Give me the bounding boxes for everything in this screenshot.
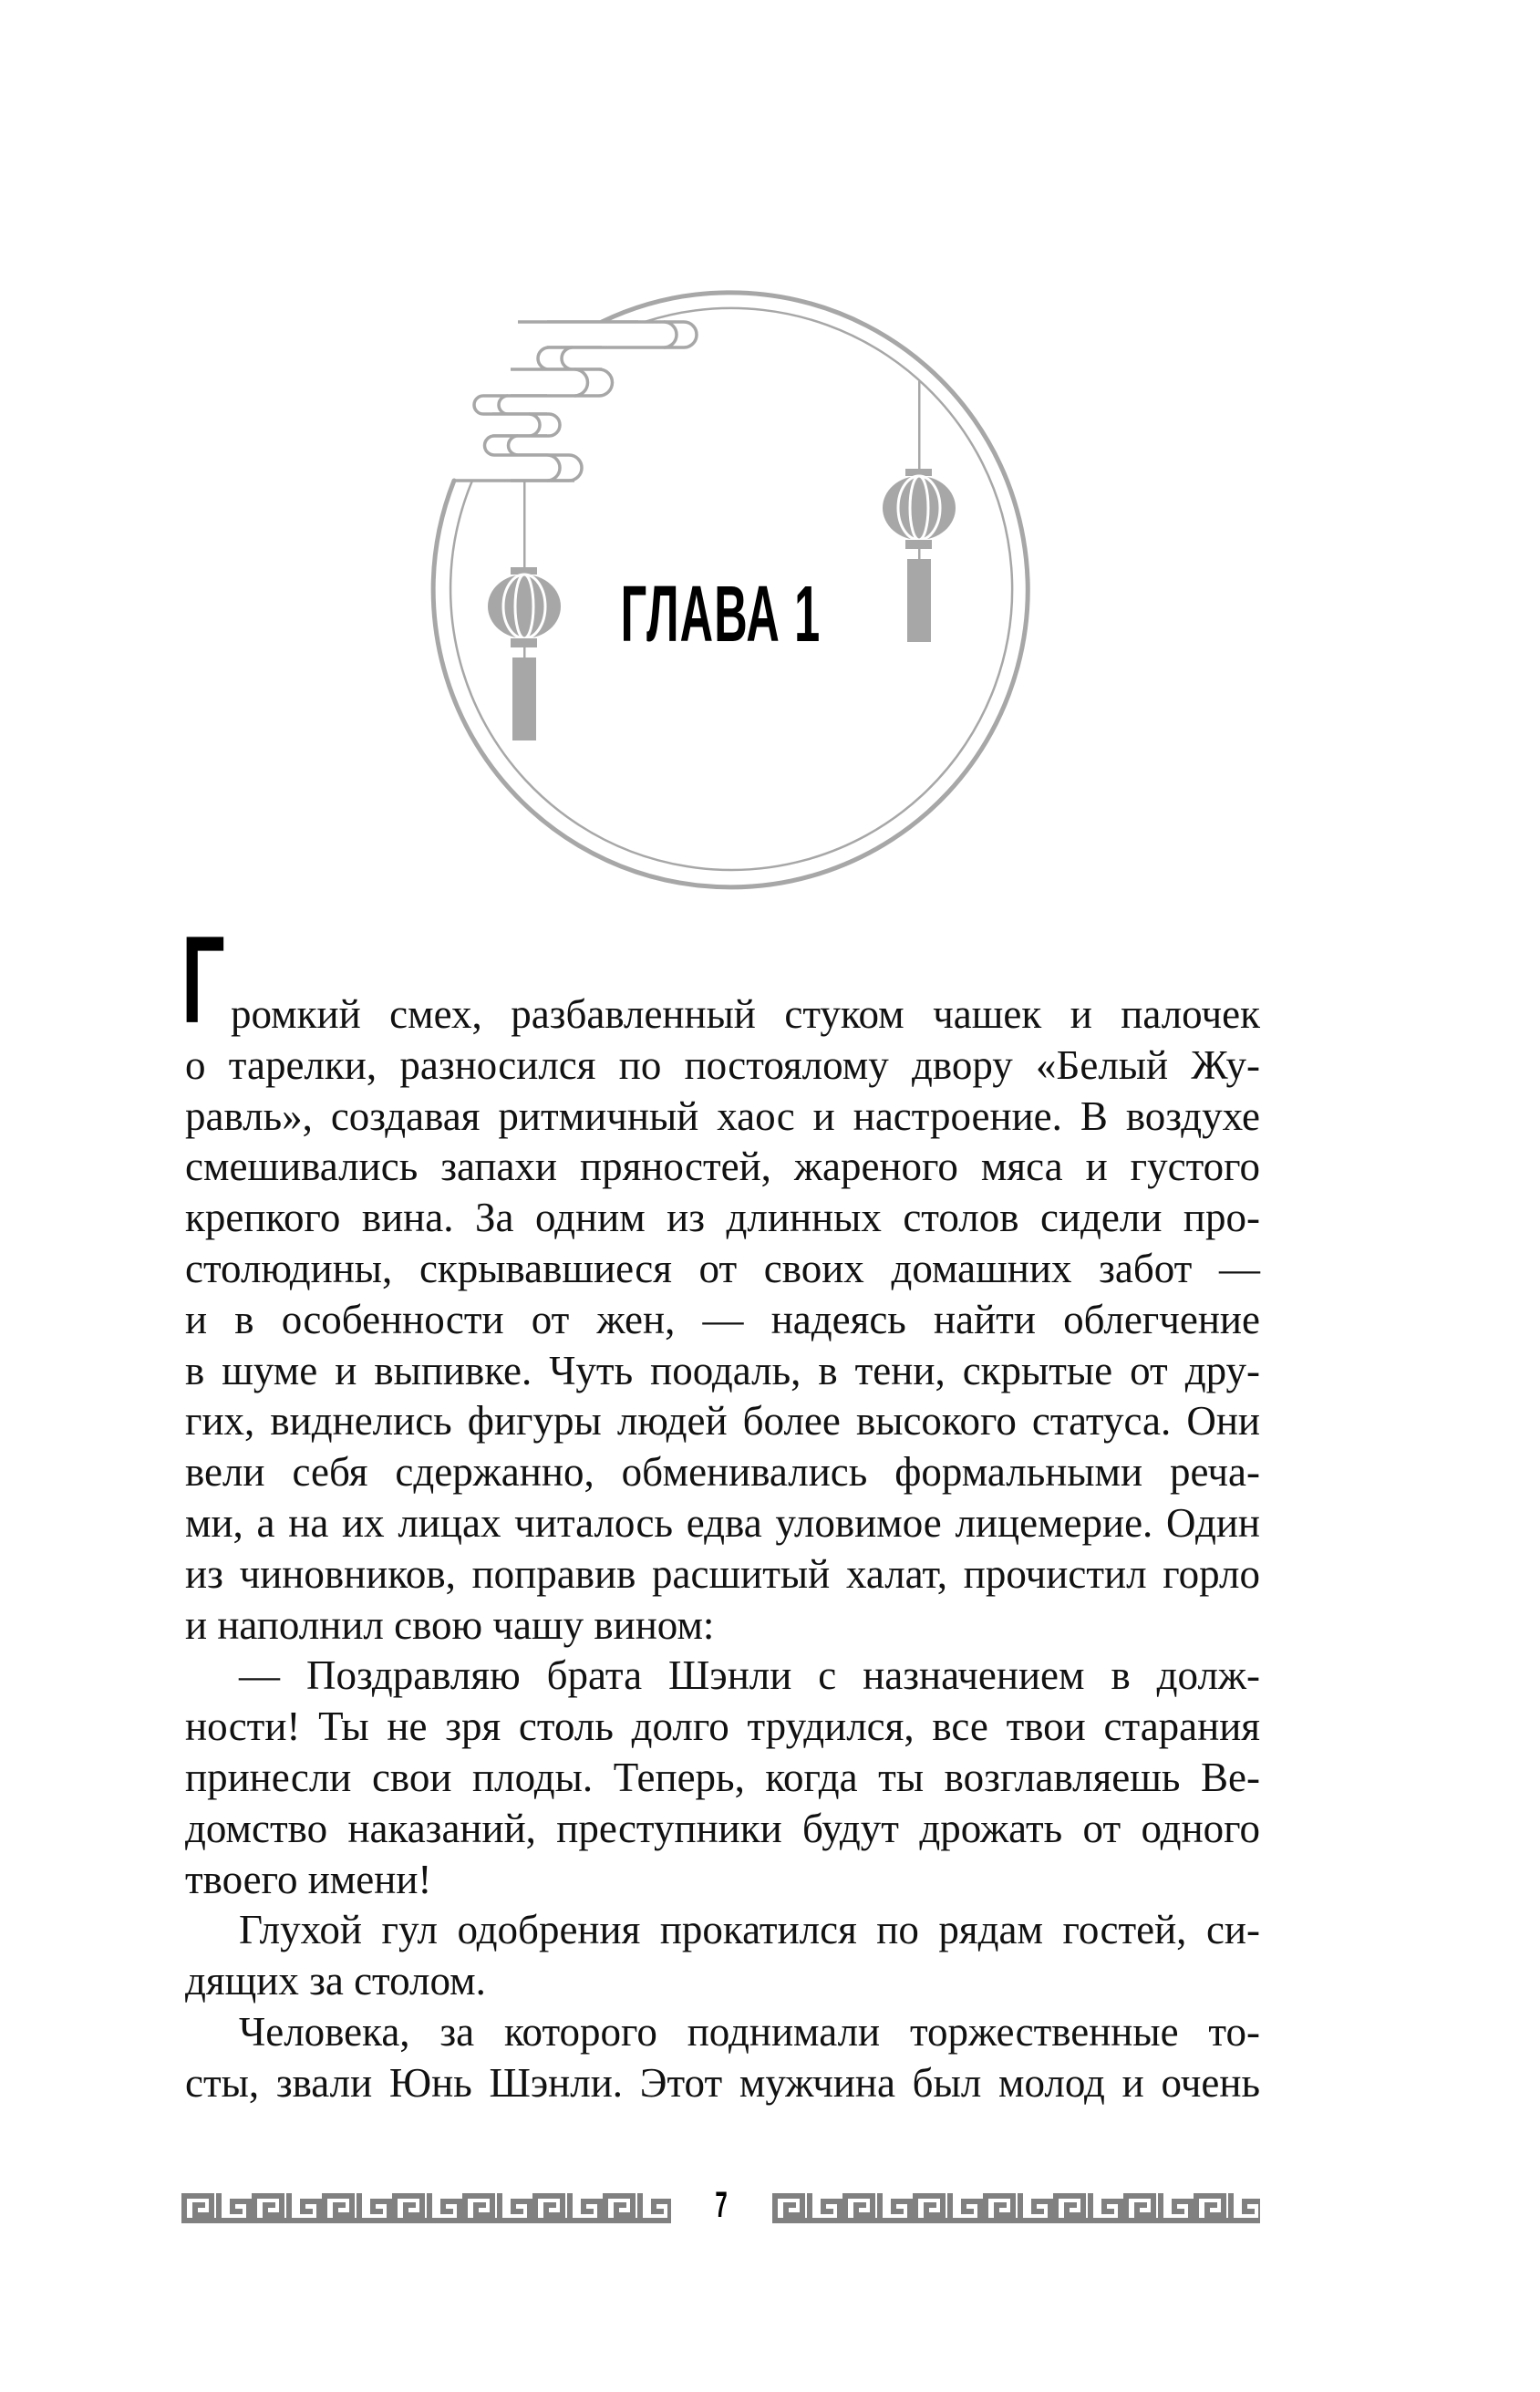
- body-text: [185, 989, 1260, 2109]
- chapter-title: [620, 547, 821, 658]
- text-line: гих, виднелись фигуры людей более высокого статуса. Они: [185, 1398, 1260, 1445]
- page-number: 7: [715, 2185, 728, 2225]
- text-line: о тарелки, разносился по постоялому двору «Белый Жу-: [185, 1041, 1260, 1088]
- text-line: в шуме и выпивке. Чуть поодаль, в тени, скрытые от дру-: [185, 1347, 1260, 1393]
- paragraph: [185, 1905, 1260, 2007]
- text-line: принесли свои плоды. Теперь, когда ты возглавляешь Ве-: [185, 1754, 1260, 1800]
- text-line: столюдины, скрывавшиеся от своих домашних забот —: [185, 1245, 1260, 1291]
- text-line: домство наказаний, преступники будут дрожать от одного: [185, 1805, 1260, 1851]
- text-line: смешивались запахи пряностей, жареного мяса и густого: [185, 1144, 1260, 1190]
- text-line: Глухой гул одобрения прокатился по рядам гостей, си-: [239, 1907, 1260, 1953]
- text-line: Человека, за которого поднимали торжественные то-: [239, 2008, 1260, 2055]
- text-line: — Поздравляю брата Шэнли с назначением в долж-: [239, 1652, 1260, 1699]
- chapter-title-text: ГЛАВА 1: [620, 570, 821, 658]
- text-line: и наполнил свою чашу вином:: [185, 1601, 715, 1648]
- meander-ornament-right: [772, 2193, 1260, 2223]
- lantern-left-icon: [488, 481, 561, 740]
- text-line: равль», создавая ритмичный хаос и настроение. В воздухе: [185, 1092, 1260, 1139]
- chapter-ornament: [0, 0, 1540, 912]
- paragraph: [185, 989, 1260, 1651]
- text-line: ности! Ты не зря столь долго трудился, все твои старания: [185, 1703, 1260, 1750]
- paragraph: [185, 2007, 1260, 2109]
- meander-ornament-left: [181, 2193, 671, 2223]
- text-line: вели себя сдержанно, обменивались формальными реча-: [185, 1449, 1260, 1496]
- text-line: твоего имени!: [185, 1856, 432, 1902]
- lantern-right-icon: [883, 381, 956, 642]
- text-line: ми, а на их лицах читалось едва уловимое лицемерие. Один: [185, 1499, 1260, 1546]
- text-line: крепкого вина. За одним из длинных столов сидели про-: [185, 1195, 1260, 1241]
- text-line: ромкий смех, разбавленный стуком чашек и палочек: [231, 991, 1260, 1037]
- cloud-icon: [453, 322, 697, 481]
- text-line: дящих за столом.: [185, 1958, 486, 2004]
- text-line: из чиновников, поправив расшитый халат, прочистил горло: [185, 1550, 1260, 1597]
- text-line: сты, звали Юнь Шэнли. Этот мужчина был молод и очень: [185, 2059, 1260, 2106]
- text-line: и в особенности от жен, — надеясь найти облегчение: [185, 1296, 1260, 1342]
- paragraph: [185, 1651, 1260, 1905]
- drop-cap: Г: [181, 910, 225, 1049]
